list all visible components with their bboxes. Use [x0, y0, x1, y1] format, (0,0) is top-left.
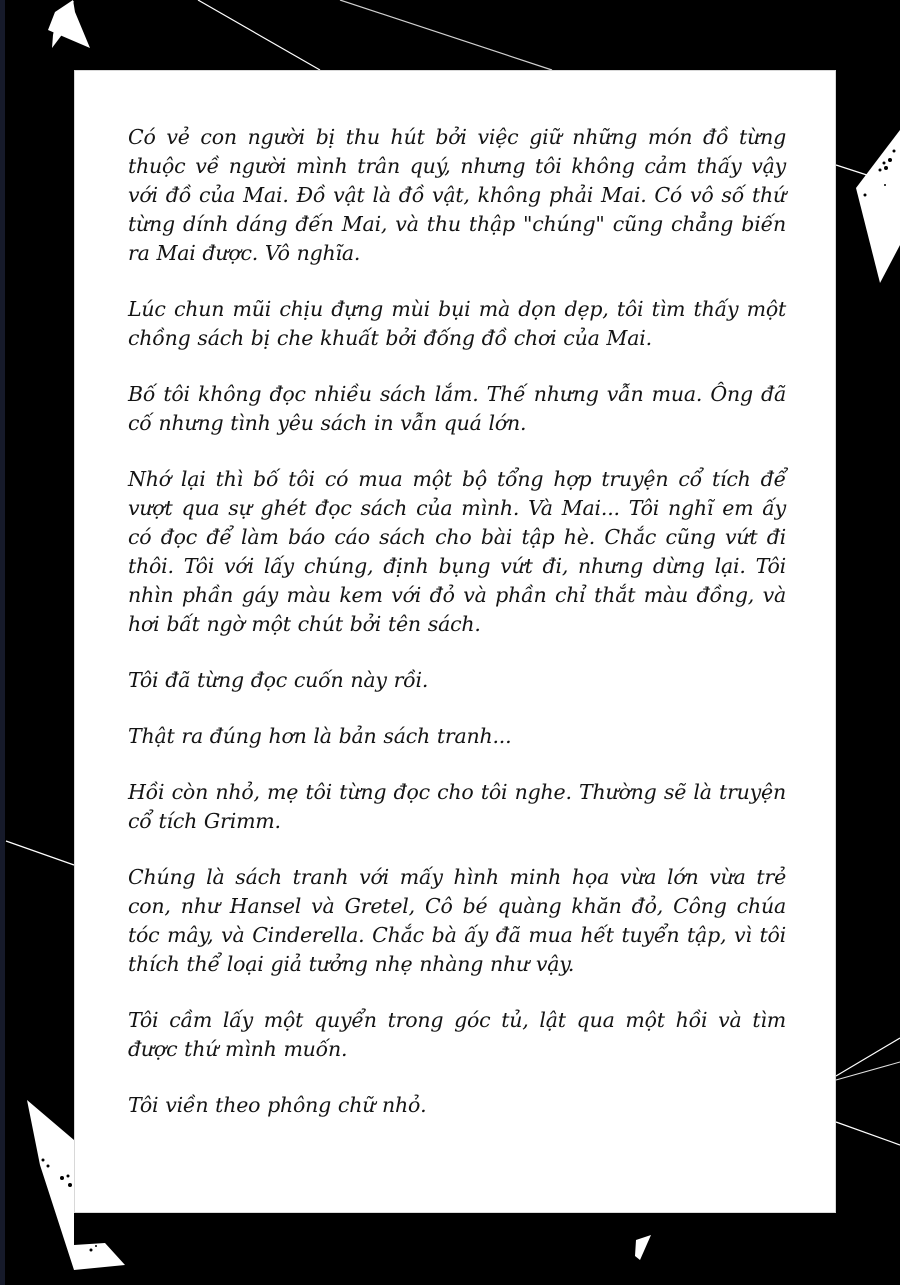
paragraph: Hồi còn nhỏ, mẹ tôi từng đọc cho tôi nghe. Thường sẽ là truyện cổ tích Grimm.	[128, 780, 786, 833]
right-lower-line-2	[836, 1122, 900, 1145]
paragraph: Bố tôi không đọc nhiều sách lắm. Thế nhưng vẫn mua. Ông đã cố nhưng tình yêu sách in vẫn quá lớn.	[128, 382, 786, 435]
paragraph: Tôi viền theo phông chữ nhỏ.	[128, 1093, 427, 1117]
top-diagonal-line-2	[340, 0, 552, 70]
paragraph: Tôi đã từng đọc cuốn này rồi.	[128, 668, 429, 692]
paragraph: Lúc chun mũi chịu đựng mùi bụi mà dọn dẹp, tôi tìm thấy một chồng sách bị che khuất bởi đống đồ chơi của Mai.	[128, 297, 786, 350]
text-page-panel	[74, 70, 836, 1213]
paragraph: Có vẻ con người bị thu hút bởi việc giữ những món đồ từng thuộc về người mình trân quý, nhưng tôi không cảm thấy vậy với đồ của Mai. Đồ vật là đồ vật, không phải Mai. Có vô số thứ từng dính dáng đến Mai, và thu thập "chúng" cũng chẳng biến ra Mai được. Vô nghĩa.	[128, 125, 786, 265]
paragraph: Nhớ lại thì bố tôi có mua một bộ tổng hợp truyện cổ tích để vượt qua sự ghét đọc sách của mình. Và Mai... Tôi nghĩ em ấy có đọc để làm báo cáo sách cho bài tập hè. Chắc cũng vứt đi thôi. Tôi với lấy chúng, định bụng vứt đi, nhưng dừng lại. Tôi nhìn phần gáy màu kem với đỏ và phần chỉ thắt màu đồng, và hơi bất ngờ một chút bởi tên sách.	[128, 467, 786, 636]
top-diagonal-line	[198, 0, 320, 70]
story-body-text	[128, 123, 786, 1147]
right-upper-line	[836, 165, 870, 176]
bottom-small-shard	[635, 1235, 651, 1260]
right-lower-line-1	[836, 1038, 900, 1076]
left-mid-line	[6, 841, 74, 865]
paragraph: Chúng là sách tranh với mấy hình minh họa vừa lớn vừa trẻ con, như Hansel và Gretel, Cô bé quàng khăn đỏ, Công chúa tóc mây, và Cinderella. Chắc bà ấy đã mua hết tuyển tập, vì tôi thích thể loại giả tưởng nhẹ nhàng như vậy.	[128, 865, 786, 976]
right-mid-line	[836, 1062, 900, 1080]
paragraph: Thật ra đúng hơn là bản sách tranh...	[128, 724, 512, 748]
right-shard-shape	[856, 130, 900, 283]
paragraph: Tôi cầm lấy một quyển trong góc tủ, lật qua một hồi và tìm được thứ mình muốn.	[128, 1008, 786, 1061]
